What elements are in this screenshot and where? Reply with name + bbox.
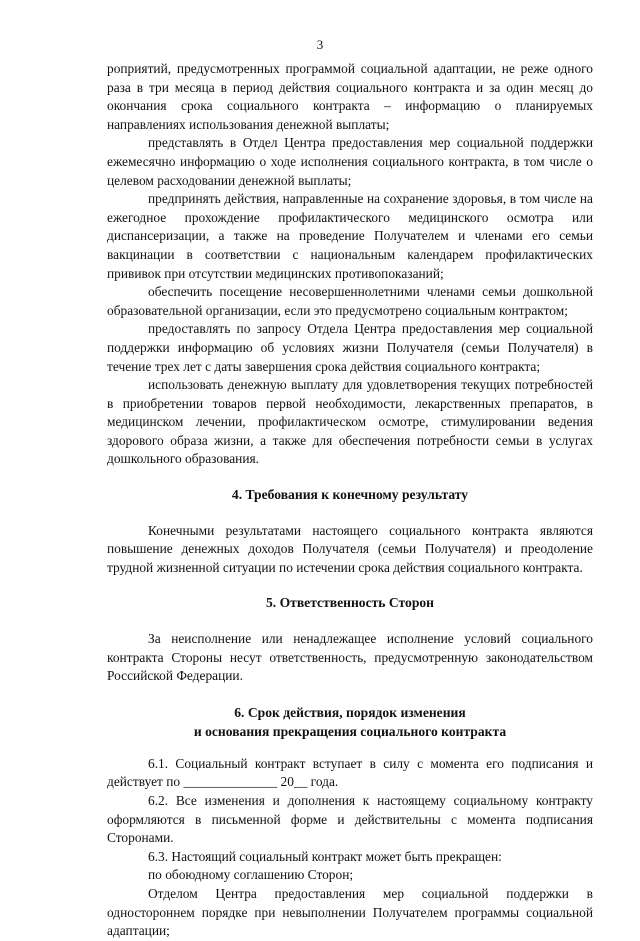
section-6-heading bbox=[107, 703, 593, 741]
clause-6-3-mutual: по обоюдному соглашению Сторон; bbox=[148, 867, 354, 883]
clause-6-3-unilateral: Отделом Центра предоставления мер социальной поддержки в одностороннем порядке при невыполнении Получателем программы социальной адаптации; bbox=[107, 885, 593, 939]
section-6-heading-line2: и основания прекращения социального контракта bbox=[193, 723, 507, 739]
paragraph-report-monthly: представлять в Отдел Центра предоставления мер социальной поддержки ежемесячно информацию о ходе исполнения социального контракта, в том числе о целевом расходовании денежной выплаты; bbox=[107, 135, 593, 188]
clause-6-1: 6.1. Социальный контракт вступает в силу с момента его подписания и действует по ______________ 20__ года. bbox=[107, 755, 593, 790]
paragraph-living-conditions: предоставлять по запросу Отдела Центра предоставления мер социальной поддержки информацию об условиях жизни Получателя (семьи Получателя) в течение трех лет с даты завершения срока действия социального контракта; bbox=[107, 321, 593, 374]
paragraph-continuation: роприятий, предусмотренных программой социальной адаптации, не реже одного раза в три месяца в период действия социального контракта и за один месяц до окончания срока социального контракта – информацию о планируемых направлениях использования денежной выплаты; bbox=[107, 61, 593, 132]
paragraph-payment-usage: использовать денежную выплату для удовлетворения текущих потребностей в приобретении товаров первой необходимости, лекарственных препаратов, в медицинском лечении, профилактическом осмотре, стимулировании ведения здорового образа жизни, а также для обеспечения потребности семьи в услугах дошкольного образования. bbox=[107, 377, 593, 467]
section-4-text: Конечными результатами настоящего социального контракта являются повышение денежных доходов Получателя (семьи Получателя) и преодоление трудной жизненной ситуации по истечении срока действия социального контракта. bbox=[107, 522, 593, 575]
section-5-heading: 5. Ответственность Сторон bbox=[265, 595, 435, 611]
paragraph-preschool-attendance: обеспечить посещение несовершеннолетними членами семьи дошкольной образовательной организации, если это предусмотрено социальным контрактом; bbox=[107, 284, 593, 318]
section-6-heading-line1: 6. Срок действия, порядок изменения bbox=[234, 704, 466, 720]
page-number: 3 bbox=[316, 37, 324, 52]
clause-6-3: 6.3. Настоящий социальный контракт может быть прекращен: bbox=[148, 848, 502, 864]
section-5-text: За неисполнение или ненадлежащее исполнение условий социального контракта Стороны несут ответственность, предусмотренную законодательством Российской Федерации. bbox=[107, 631, 593, 684]
paragraph-health-actions: предпринять действия, направленные на сохранение здоровья, в том числе на ежегодное прохождение профилактического медицинского осмотра или диспансеризации, а также на проведение Получателем и членами его семьи вакцинации в соответствии с национальным календарем профилактических прививок при отсутствии медицинских противопоказаний; bbox=[107, 191, 593, 281]
section-4-heading: 4. Требования к конечному результату bbox=[231, 487, 469, 503]
clause-6-2: 6.2. Все изменения и дополнения к настоящему социальному контракту оформляются в письменной форме и действительны с момента подписания Сторонами. bbox=[107, 793, 593, 846]
document-body bbox=[107, 60, 593, 941]
